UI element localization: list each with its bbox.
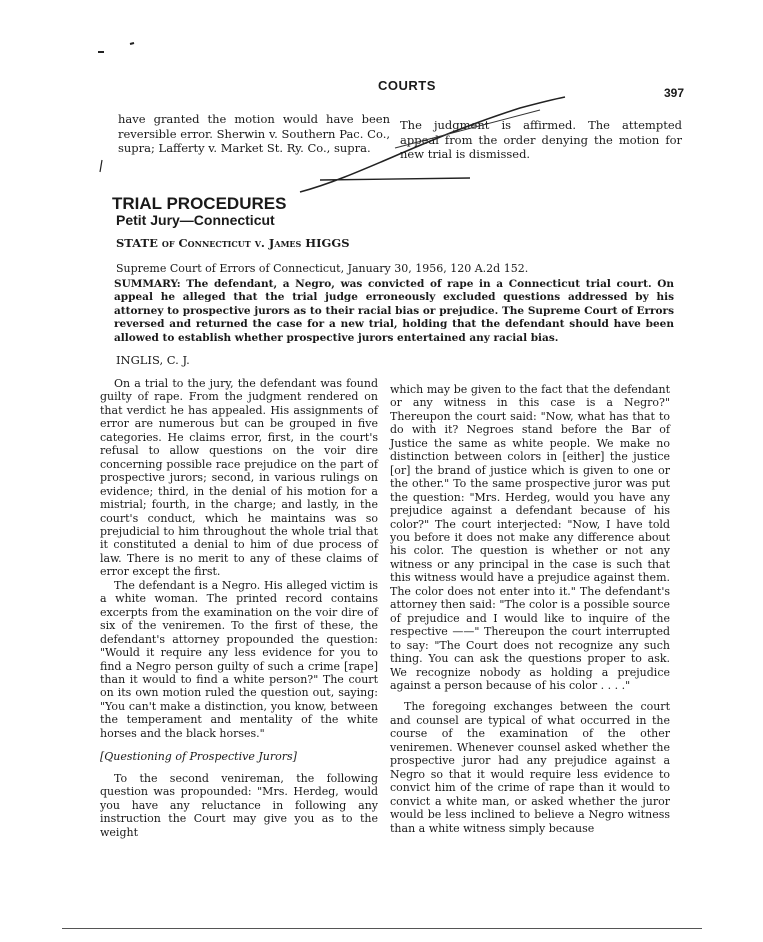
paragraph: The foregoing exchanges between the court and counsel are typical of what occurred in the course of the examination of the other veniremen. Whenever counsel asked whether the prospective juror had any prejudice against a Negro so that it would require less evidence to convict him of the crime of rape than it would to convict a white man, or asked whether the juror would be less inclined to believe a Negro witness than a white witness simply because [390, 700, 670, 835]
case-title: STATE of Connecticut v. James HIGGS [116, 236, 350, 250]
subheading: [Questioning of Prospective Jurors] [100, 750, 297, 764]
margin-mark [130, 43, 134, 44]
paragraph: On a trial to the jury, the defendant was found guilty of rape. From the judgment rendered on that verdict he has appealed. His assignments of error are numerous but can be grouped in five categories. He claims error, first, in the court's refusal to allow questions on the voir dire concerning possible race prejudice on the part of prospective jurors; second, in various rulings on evidence; third, in the denial of his motion for a mistrial; fourth, in the charge; and lastly, in the court's conduct, which he maintains was so prejudicial to him throughout the whole trial that it constituted a denial to him of due process of law. There is no merit to any of these claims of error except the first. [100, 377, 378, 579]
previous-case-text-left: have granted the motion would have been reversible error. Sherwin v. Southern Pac. Co., supra; Lafferty v. Market St. Ry. Co., supra. [118, 112, 390, 155]
paragraph: To the second venireman, the following question was propounded: "Mrs. Herdeg, would you have any reluctance in following any instruction the Court may give you as to the weight [100, 771, 378, 839]
case-summary: SUMMARY: The defendant, a Negro, was convicted of rape in a Connecticut trial court. On appeal he alleged that the trial judge erroneously excluded questions addressed by his attorney to prospective jurors as to their racial bias or prejudice. The Supreme Court of Errors reversed and returned the case for a new trial, holding that the defendant should have been allowed to establish whether prospective jurors entertained any racial bias. [114, 278, 674, 344]
section-subtitle: Petit Jury—Connecticut [116, 212, 275, 228]
judge-name: INGLIS, C. J. [116, 353, 190, 367]
section-title: TRIAL PROCEDURES [112, 194, 287, 213]
margin-mark [100, 160, 102, 172]
paragraph: which may be given to the fact that the defendant or any witness in this case is a Negro?" Thereupon the court said: "Now, what has that to do with it? Negroes stand before the Bar of Justice the same as white people. We make no distinction between colors in [either] the justice [or] the brand of justice which is given to one or the other." To the same prospective juror was put the question: "Mrs. Herdeg, would you have any prejudice against a defendant because of his color?" The court interjected: "Now, I have told you before it does not make any difference about his color. The question is whether or not any witness or any principal in the case is such that this witness would have a prejudice against them. The color does not enter into it." The defendant's attorney then said: "The color is a possible source of prejudice and I would like to inquire of the respective ——" Thereupon the court interrupted to say: "The Court does not recognize any such thing. You can ask the questions proper to ask. We recognize nobody as holding a prejudice against a person because of his color . . . ." [390, 383, 670, 692]
bottom-rule [62, 928, 702, 929]
court-citation: Supreme Court of Errors of Connecticut, January 30, 1956, 120 A.2d 152. [116, 262, 529, 275]
strike-line [395, 110, 540, 148]
running-header: COURTS [378, 78, 436, 93]
handwritten-strike-curve [300, 97, 565, 192]
page-number: 397 [664, 86, 685, 100]
previous-case-text-right: The judgment is affirmed. The attempted appeal from the order denying the motion for new trial is dismissed. [400, 118, 682, 161]
paragraph: The defendant is a Negro. His alleged victim is a white woman. The printed record contains excerpts from the examination on the voir dire of six of the veniremen. To the first of these, the defendant's attorney propounded the question: "Would it require any less evidence for you to find a Negro person guilty of such a crime [rape] than it would to find a white person?" The court on its own motion ruled the question out, saying: "You can't make a distinction, you know, between the temperament and mentality of the white horses and the black horses." [100, 578, 378, 740]
